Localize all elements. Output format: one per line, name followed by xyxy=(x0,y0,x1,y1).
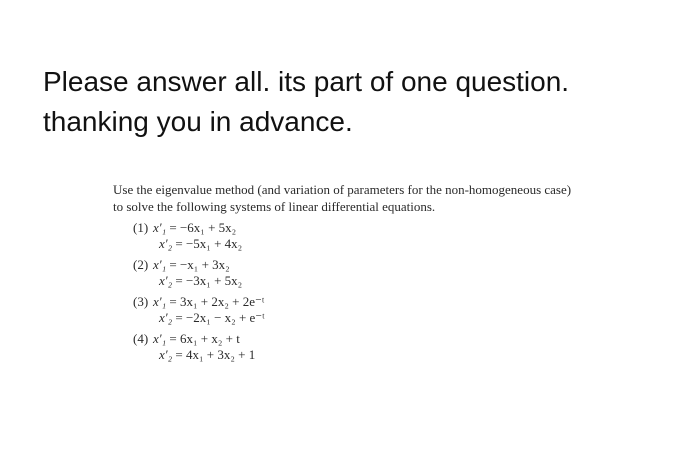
equation-lhs: x′₂ xyxy=(159,347,176,362)
equation-rhs: = −2x₁ − x₂ + e⁻ᵗ xyxy=(175,310,265,325)
system-1 xyxy=(133,220,683,252)
equation-rhs: = 6x₁ + x₂ + t xyxy=(169,331,240,346)
equation-rhs: = −3x₁ + 5x₂ xyxy=(175,273,243,288)
system-4 xyxy=(133,331,683,363)
equation-x2 xyxy=(159,347,683,363)
equation-lhs: x′₁ xyxy=(153,220,170,235)
problem-intro-line-1: Use the eigenvalue method (and variation of parameters for the non-homogeneous case) xyxy=(113,182,572,197)
system-2 xyxy=(133,257,683,289)
post-line-2: thanking you in advance. xyxy=(43,106,353,137)
equation-lhs: x′₁ xyxy=(153,257,170,272)
system-number: (1) xyxy=(133,220,149,235)
equation-rhs: = 4x₁ + 3x₂ + 1 xyxy=(175,347,256,362)
equation-x2 xyxy=(159,236,683,252)
system-number: (4) xyxy=(133,331,149,346)
system-number: (3) xyxy=(133,294,149,309)
system-number: (2) xyxy=(133,257,149,272)
equation-lhs: x′₁ xyxy=(153,331,170,346)
equation-lhs: x′₂ xyxy=(159,273,176,288)
equation-rhs: = 3x₁ + 2x₂ + 2e⁻ᵗ xyxy=(169,294,265,309)
equation-rhs: = −x₁ + 3x₂ xyxy=(169,257,230,272)
equation-x2 xyxy=(159,310,683,326)
equation-lhs: x′₂ xyxy=(159,310,176,325)
equation-x1 xyxy=(153,257,683,273)
problem-intro-line-2: to solve the following systems of linear differential equations. xyxy=(113,199,436,214)
equation-rhs: = −6x₁ + 5x₂ xyxy=(169,220,237,235)
equation-rhs: = −5x₁ + 4x₂ xyxy=(175,236,243,251)
post-text xyxy=(43,62,683,142)
problem-image xyxy=(113,181,683,363)
equation-lhs: x′₁ xyxy=(153,294,170,309)
equation-x1 xyxy=(153,331,683,347)
post-line-1: Please answer all. its part of one question. xyxy=(43,66,570,97)
equation-x1 xyxy=(153,220,683,236)
system-3 xyxy=(133,294,683,326)
equation-lhs: x′₂ xyxy=(159,236,176,251)
equation-x2 xyxy=(159,273,683,289)
equation-x1 xyxy=(153,294,683,310)
